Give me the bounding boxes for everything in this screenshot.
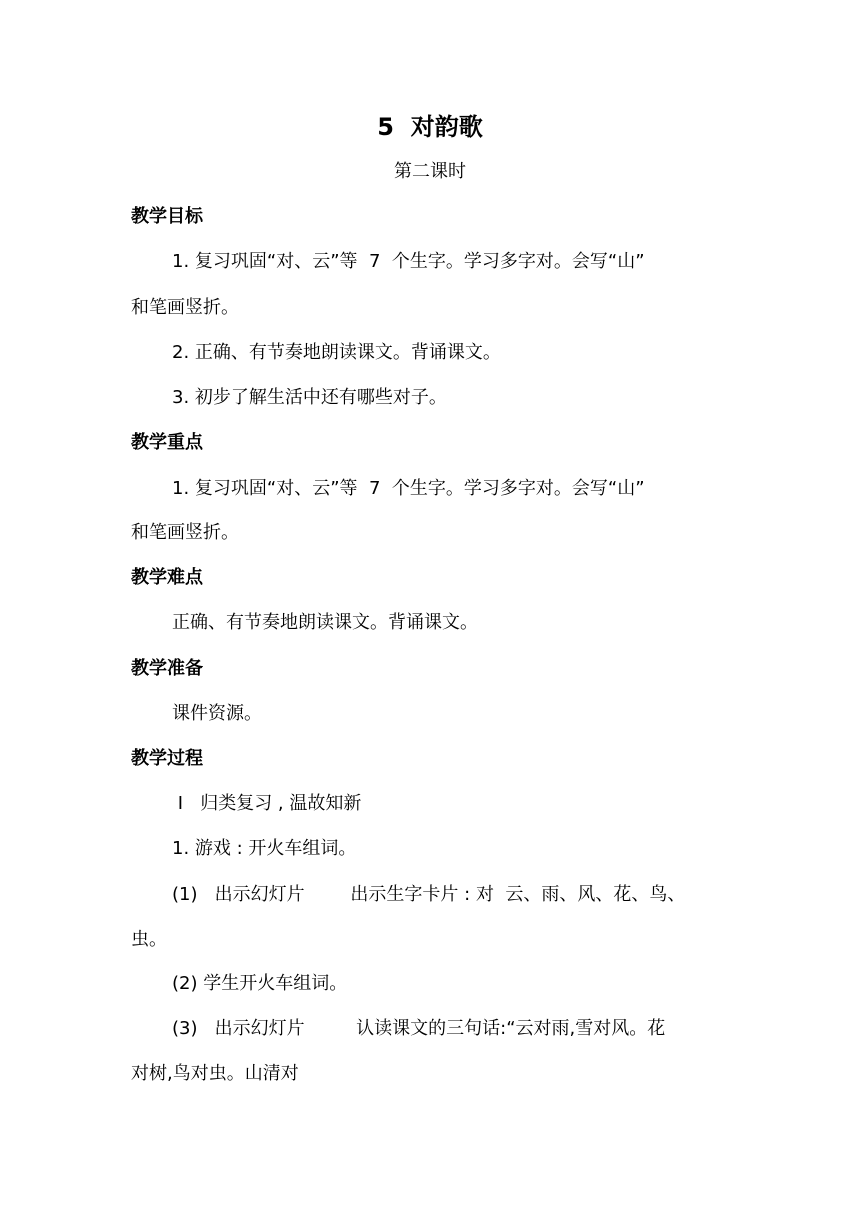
heading-difficulties: 教学难点 xyxy=(131,567,203,588)
goal-2: 2. 正确、有节奏地朗读课文。背诵课文。 xyxy=(172,342,501,363)
heading-goals: 教学目标 xyxy=(131,206,203,227)
document-title: 5 对韵歌 xyxy=(377,113,483,141)
process-item-1: 1. 游戏 : 开火车组词。 xyxy=(172,838,357,859)
process-sub-3-line-2: 对树,鸟对虫。山清对 xyxy=(131,1063,299,1084)
process-section-1: Ⅰ 归类复习 , 温故知新 xyxy=(172,793,362,814)
process-sub-1-line-1: (1) 出示幻灯片 出示生字卡片 : 对 云、雨、风、花、鸟、 xyxy=(172,884,686,905)
process-sub-3-line-1: (3) 出示幻灯片 认读课文的三句话:“云对雨,雪对风。花 xyxy=(172,1018,666,1039)
goal-1-line-2: 和笔画竖折。 xyxy=(131,297,239,318)
heading-process: 教学过程 xyxy=(131,748,203,769)
process-sub-2: (2) 学生开火车组词。 xyxy=(172,973,348,994)
heading-preparation: 教学准备 xyxy=(131,658,203,679)
key-point-line-1: 1. 复习巩固“对、云”等 7 个生字。学习多字对。会写“山” xyxy=(172,478,645,499)
goal-3: 3. 初步了解生活中还有哪些对子。 xyxy=(172,387,447,408)
lesson-period: 第二课时 xyxy=(394,161,466,182)
goal-1-line-1: 1. 复习巩固“对、云”等 7 个生字。学习多字对。会写“山” xyxy=(172,251,645,272)
preparation-text: 课件资源。 xyxy=(172,703,262,724)
heading-key-points: 教学重点 xyxy=(131,432,203,453)
difficulties-text: 正确、有节奏地朗读课文。背诵课文。 xyxy=(172,612,478,633)
key-point-line-2: 和笔画竖折。 xyxy=(131,522,239,543)
process-sub-1-line-2: 虫。 xyxy=(131,929,167,950)
